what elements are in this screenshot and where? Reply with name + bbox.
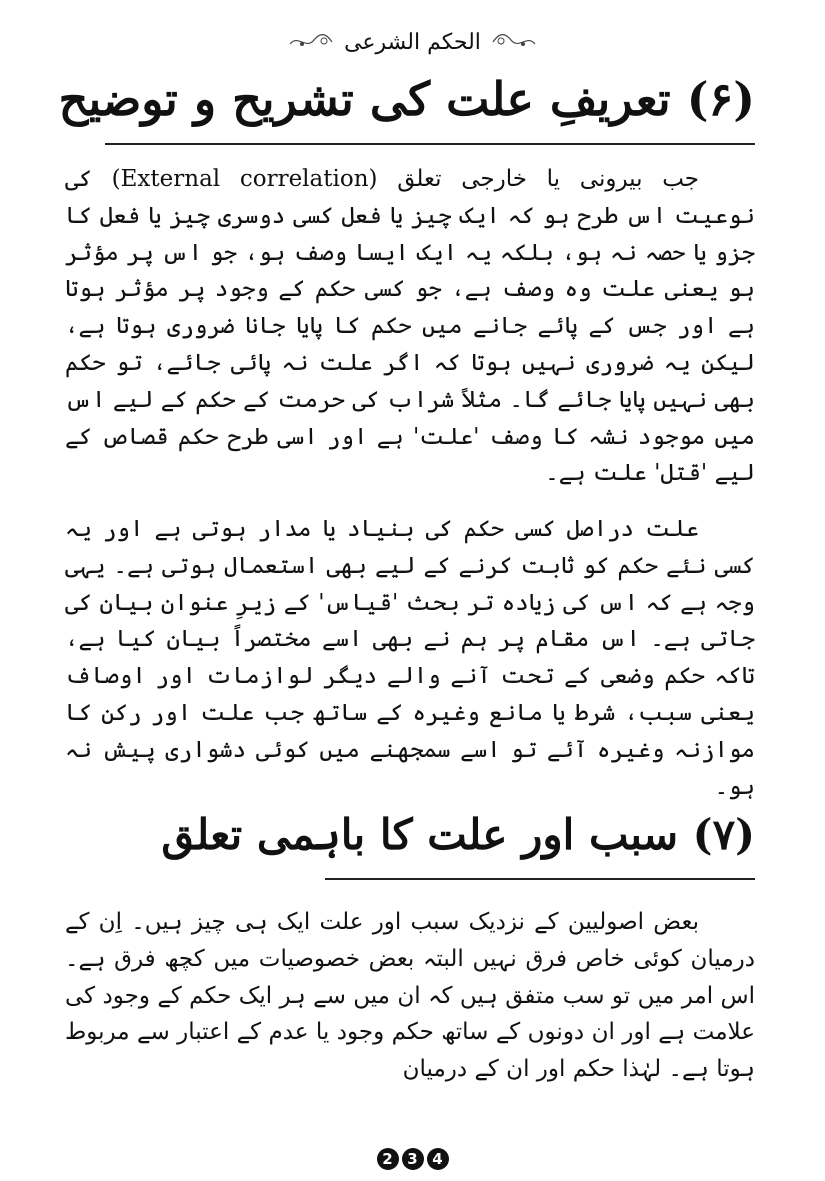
heading-underline bbox=[325, 878, 755, 880]
page-number-digit: 3 bbox=[402, 1148, 424, 1170]
body-paragraph: علت دراصل کسی حکم کی بنیاد یا مدار ہوتی ہے اور یہ کسی نئے حکم کو ثابت کرنے کے لیے بھی استعمال ہوتی ہے۔ یہی وجہ ہے کہ اس کی زیادہ تر بحث 'قیاس' کے زیرِ عنوان بیان کی جاتی ہے۔ اس مقام پر ہم نے بھی اسے مختصراً بیان کیا ہے، تاکہ حکم وضعی کے تحت آنے والے دیگر لوازمات اور اوصاف یعنی سبب، شرط یا مانع وغیرہ کے ساتھ جب علت اور رکن کا موازنہ وغیرہ آئے تو اسے سمجھنے میں کوئی دشواری پیش نہ ہو۔ bbox=[65, 516, 755, 800]
body-paragraph bbox=[65, 161, 755, 492]
body-paragraph: بعض اصولیین کے نزدیک سبب اور علت ایک ہی چیز ہیں۔ اِن کے درمیان کوئی خاص فرق نہیں البتہ بعض خصوصیات میں کچھ فرق ہے۔ اس امر میں تو سب متفق ہیں کہ ان میں سے ہر ایک حکم کے وجود کی علامت ہے اور ان دونوں کے ساتھ حکم وجود یا عدم کے اعتبار سے مربوط ہوتا ہے۔ لہٰذا حکم اور ان کے درمیان bbox=[65, 909, 755, 1083]
english-term: (External correlation) bbox=[111, 166, 378, 192]
floral-ornament-icon bbox=[491, 32, 537, 52]
heading-underline bbox=[105, 143, 755, 145]
section-heading-7: (۷) سبب اور علت کا باہمی تعلق bbox=[161, 810, 755, 859]
section-heading-6: (۶) تعریفِ علت کی تشریح و توضیح bbox=[58, 72, 755, 126]
page-number-digit: 4 bbox=[427, 1148, 449, 1170]
paragraph-text: کی نوعیت اس طرح ہو کہ ایک چیز یا فعل کسی دوسری چیز یا فعل کا جزو یا حصہ نہ ہو، بلکہ یہ ایک ایسا وصف ہو، جو اس پر مؤثر ہو یعنی علت وہ وصف ہے، جو کسی حکم کے وجود پر مؤثر ہوتا ہے اور جس کے پائے جانے میں حکم کا پایا جانا ضروری ہوتا ہے، لیکن یہ ضروری نہیں ہوتا کہ اگر علت نہ پائی جائے، تو حکم بھی نہیں پایا جائے گا۔ مثلاً شراب کی حرمت کے حکم کے لیے اس میں موجود نشہ کا وصف 'علت' ہے اور اسی طرح حکم قصاص کے لیے 'قتل' علت ہے۔ bbox=[65, 166, 755, 487]
paragraph-text: جب بیرونی یا خارجی تعلق bbox=[397, 166, 699, 192]
page-number bbox=[0, 1148, 825, 1170]
floral-ornament-icon bbox=[288, 32, 334, 52]
page-number-digit: 2 bbox=[377, 1148, 399, 1170]
running-header-title: الحکم الشرعی bbox=[344, 29, 481, 55]
running-header bbox=[0, 22, 825, 62]
